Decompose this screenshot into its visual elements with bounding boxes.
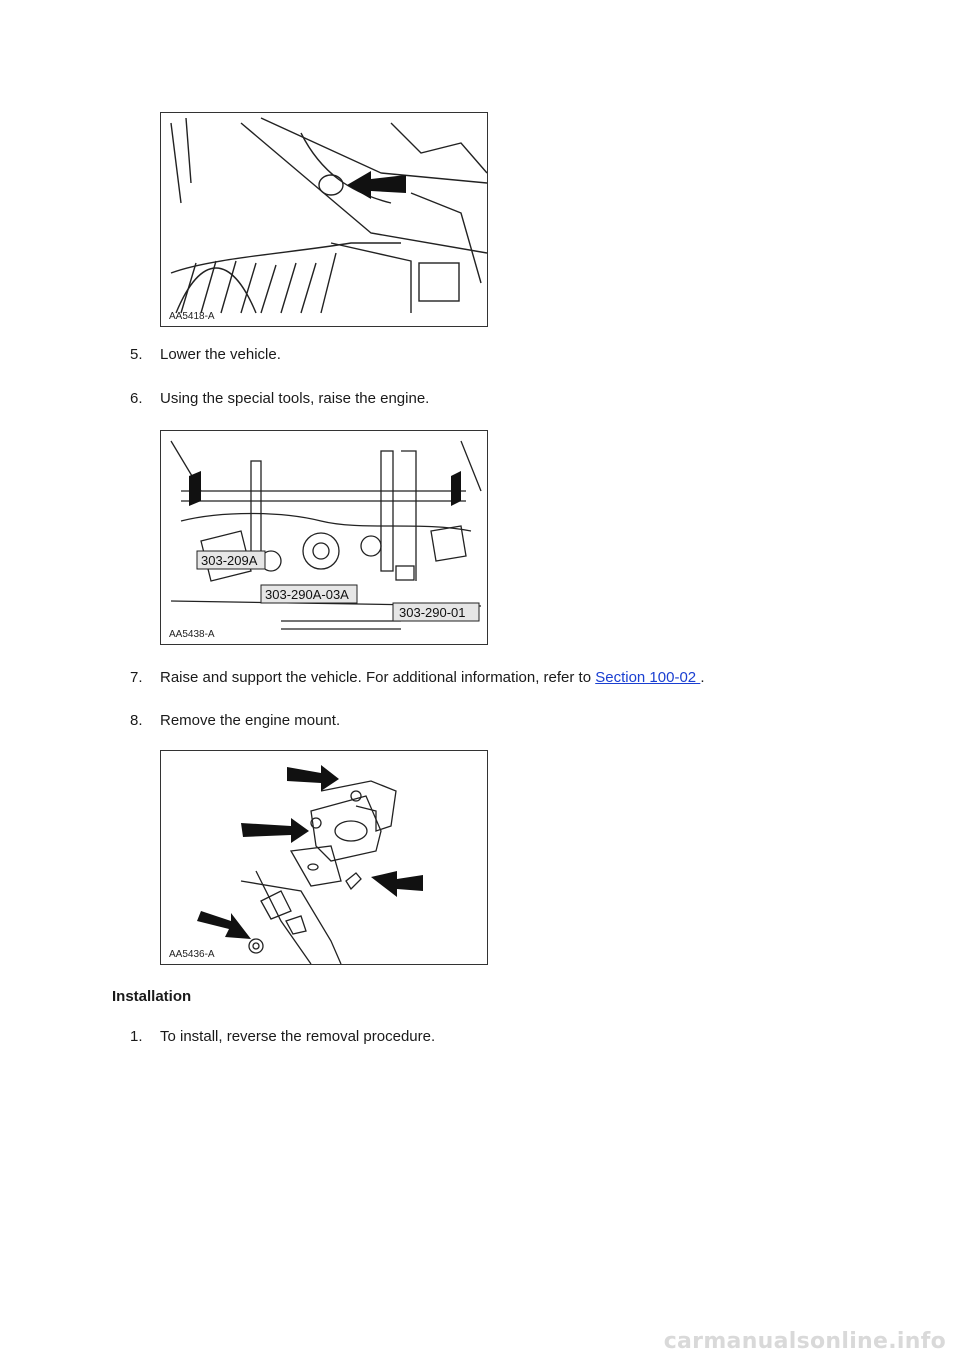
step-number: 7.: [130, 669, 143, 686]
figure-code: AA5438-A: [169, 629, 215, 640]
engine-mount-illustration: [161, 751, 487, 964]
step-5: [130, 346, 281, 364]
step-7: [130, 669, 704, 687]
step-text: To install, reverse the removal procedure.: [160, 1028, 436, 1045]
boot-bolt-illustration: [161, 113, 487, 326]
tool-callout-3: 303-290-01: [399, 605, 466, 620]
figure-aa5438: [160, 430, 488, 645]
engine-support-illustration: [161, 431, 487, 644]
step-suffix: .: [700, 669, 705, 686]
section-link[interactable]: Section 100-02: [595, 669, 701, 686]
tool-callout-2: 303-290A-03A: [265, 587, 349, 602]
step-text: Using the special tools, raise the engine.: [160, 390, 430, 407]
installation-step-1: [130, 1028, 435, 1046]
step-number: 8.: [130, 712, 143, 729]
step-6: [130, 390, 429, 408]
step-text: Lower the vehicle.: [160, 346, 281, 363]
step-text: Remove the engine mount.: [160, 712, 341, 729]
step-text: Raise and support the vehicle. For additional information, refer to: [160, 669, 596, 686]
figure-code: AA5418-A: [169, 311, 215, 322]
figure-code: AA5436-A: [169, 949, 215, 960]
step-number: 5.: [130, 346, 143, 363]
step-8: [130, 712, 340, 730]
step-number: 6.: [130, 390, 143, 407]
figure-aa5418: [160, 112, 488, 327]
tool-callout-1: 303-209A: [201, 553, 258, 568]
watermark: carmanualsonline.info: [663, 1329, 946, 1354]
installation-heading: Installation: [112, 988, 192, 1005]
figure-aa5436: [160, 750, 488, 965]
step-number: 1.: [130, 1028, 143, 1045]
